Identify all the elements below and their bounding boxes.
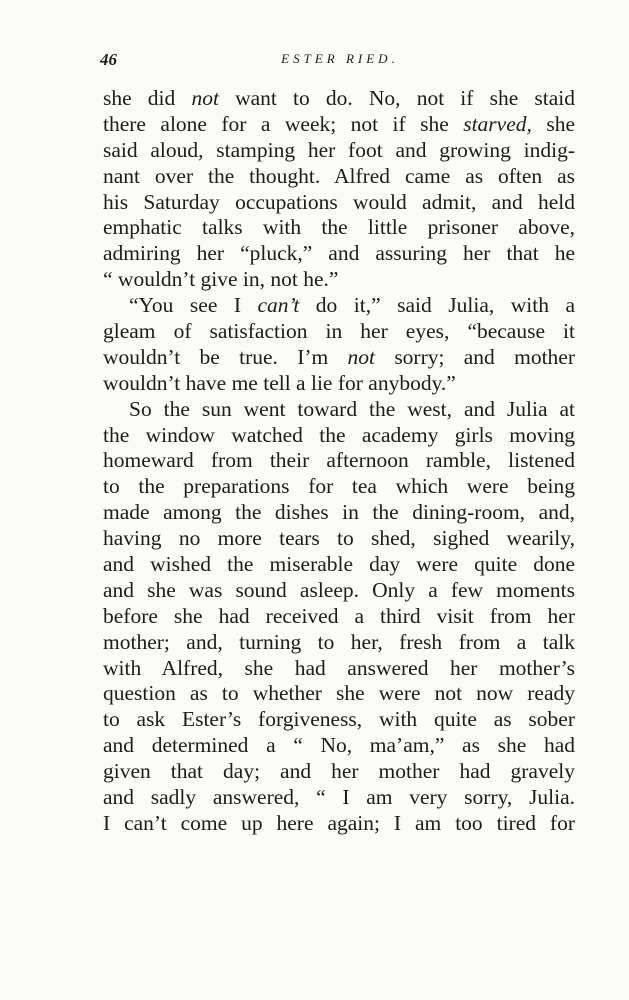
running-head: ESTER RIED. (281, 51, 399, 66)
text-line: admiring her “pluck,” and assuring her that he (103, 241, 575, 266)
text-line: question as to whether she were not now ready (103, 681, 575, 706)
text-line: I can’t come up here again; I am too tired for (103, 810, 575, 835)
text-line: mother; and, turning to her, fresh from a talk (103, 629, 575, 654)
text-line: and she was sound asleep. Only a few moments (103, 577, 575, 602)
text-line: nant over the thought. Alfred came as often as (103, 163, 575, 188)
text-line: there alone for a week; not if she starved, she (103, 111, 575, 136)
text-line: given that day; and her mother had gravely (103, 759, 575, 784)
text-line: before she had received a third visit from her (103, 603, 575, 628)
text-line: So the sun went toward the west, and Julia at (129, 396, 575, 421)
text-line: “ wouldn’t give in, not he.” (103, 267, 339, 292)
body-text (103, 86, 575, 837)
text-line: and sadly answered, “ I am very sorry, Julia. (103, 785, 575, 810)
text-line: to the preparations for tea which were being (103, 474, 575, 499)
text-line: with Alfred, she had answered her mother’s (103, 655, 575, 680)
text-line: said aloud, stamping her foot and growing indig- (103, 137, 575, 162)
text-line: his Saturday occupations would admit, and held (103, 189, 575, 214)
text-line: “You see I can’t do it,” said Julia, with a (129, 293, 576, 318)
text-line: wouldn’t have me tell a lie for anybody.” (103, 370, 456, 395)
text-line: to ask Ester’s forgiveness, with quite as sober (103, 707, 575, 732)
text-line: wouldn’t be true. I’m not sorry; and mother (103, 344, 575, 369)
text-line: she did not want to do. No, not if she staid (103, 86, 575, 110)
page-number: 46 (100, 50, 117, 69)
text-line: made among the dishes in the dining-room, and, (103, 500, 575, 525)
text-line: gleam of satisfaction in her eyes, “because it (103, 319, 575, 344)
text-line: emphatic talks with the little prisoner above, (103, 215, 575, 240)
page-header (100, 50, 580, 74)
text-line: homeward from their afternoon ramble, listened (103, 448, 575, 473)
text-line: having no more tears to shed, sighed wearily, (103, 526, 575, 551)
text-line: and wished the miserable day were quite done (103, 552, 575, 577)
text-line: the window watched the academy girls moving (103, 422, 575, 447)
text-line: and determined a “ No, ma’am,” as she had (103, 733, 575, 758)
